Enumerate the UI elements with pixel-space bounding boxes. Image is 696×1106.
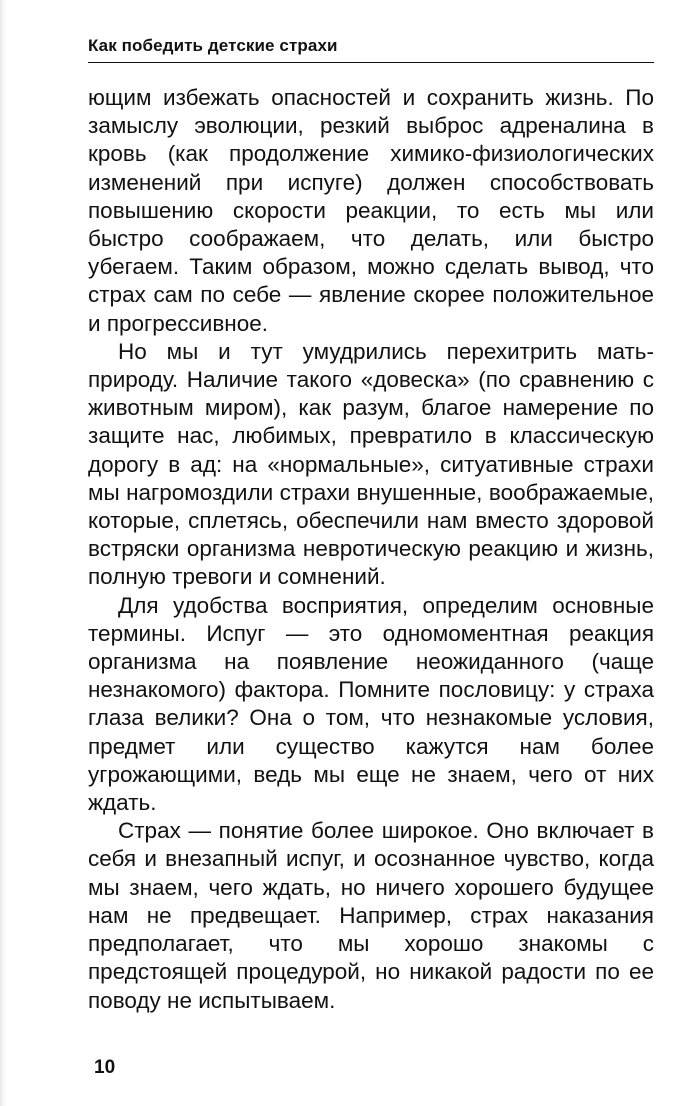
scan-edge-shadow	[0, 0, 6, 1106]
page-number: 10	[94, 1057, 116, 1078]
body-text	[88, 84, 654, 1015]
paragraph-4: Страх — понятие более широкое. Оно включает в себя и внезапный испуг, и осознанное чувство, когда мы знаем, чего ждать, но ничего хорошего будущее нам не предвещает. Например, страх наказания предполагает, что мы хорошо знакомы с предстоящей процедурой, но никакой радости по ее поводу не испытываем.	[88, 818, 654, 1013]
paragraph-2: Но мы и тут умудрились перехитрить мать-природу. Наличие такого «довеска» (по сравнению с животным миром), как разум, благое намерение по защите нас, любимых, превратило в классическую дорогу в ад: на «нормальные», ситуативные страхи мы нагромоздили страхи внушенные, воображаемые, которые, сплетясь, обеспечили нам вместо здоровой встряски организма невротическую реакцию и жизнь, полную тревоги и сомнений.	[88, 338, 654, 590]
paragraph-1: ющим избежать опасностей и сохранить жизнь. По замыслу эволюции, резкий выброс адреналина в кровь (как продолжение химико-физиологических изменений при испуге) должен способствовать повышению скорости реакции, то есть мы или быстро соображаем, что делать, или быстро убегаем. Таким образом, можно сделать вывод, что страх сам по себе — явление скорее положительное и прогрессивное.	[88, 85, 654, 336]
paragraph-3: Для удобства восприятия, определим основные термины. Испуг — это одномоментная реакция организма на появление неожиданного (чаще незнакомого) фактора. Помните пословицу: у страха глаза велики? Она о том, что незнакомые условия, предмет или существо кажутся нам более угрожающими, ведь мы еще не знаем, чего от них ждать.	[88, 592, 654, 816]
running-header-title: Как победить детские страхи	[88, 36, 338, 55]
header-rule	[88, 62, 654, 63]
